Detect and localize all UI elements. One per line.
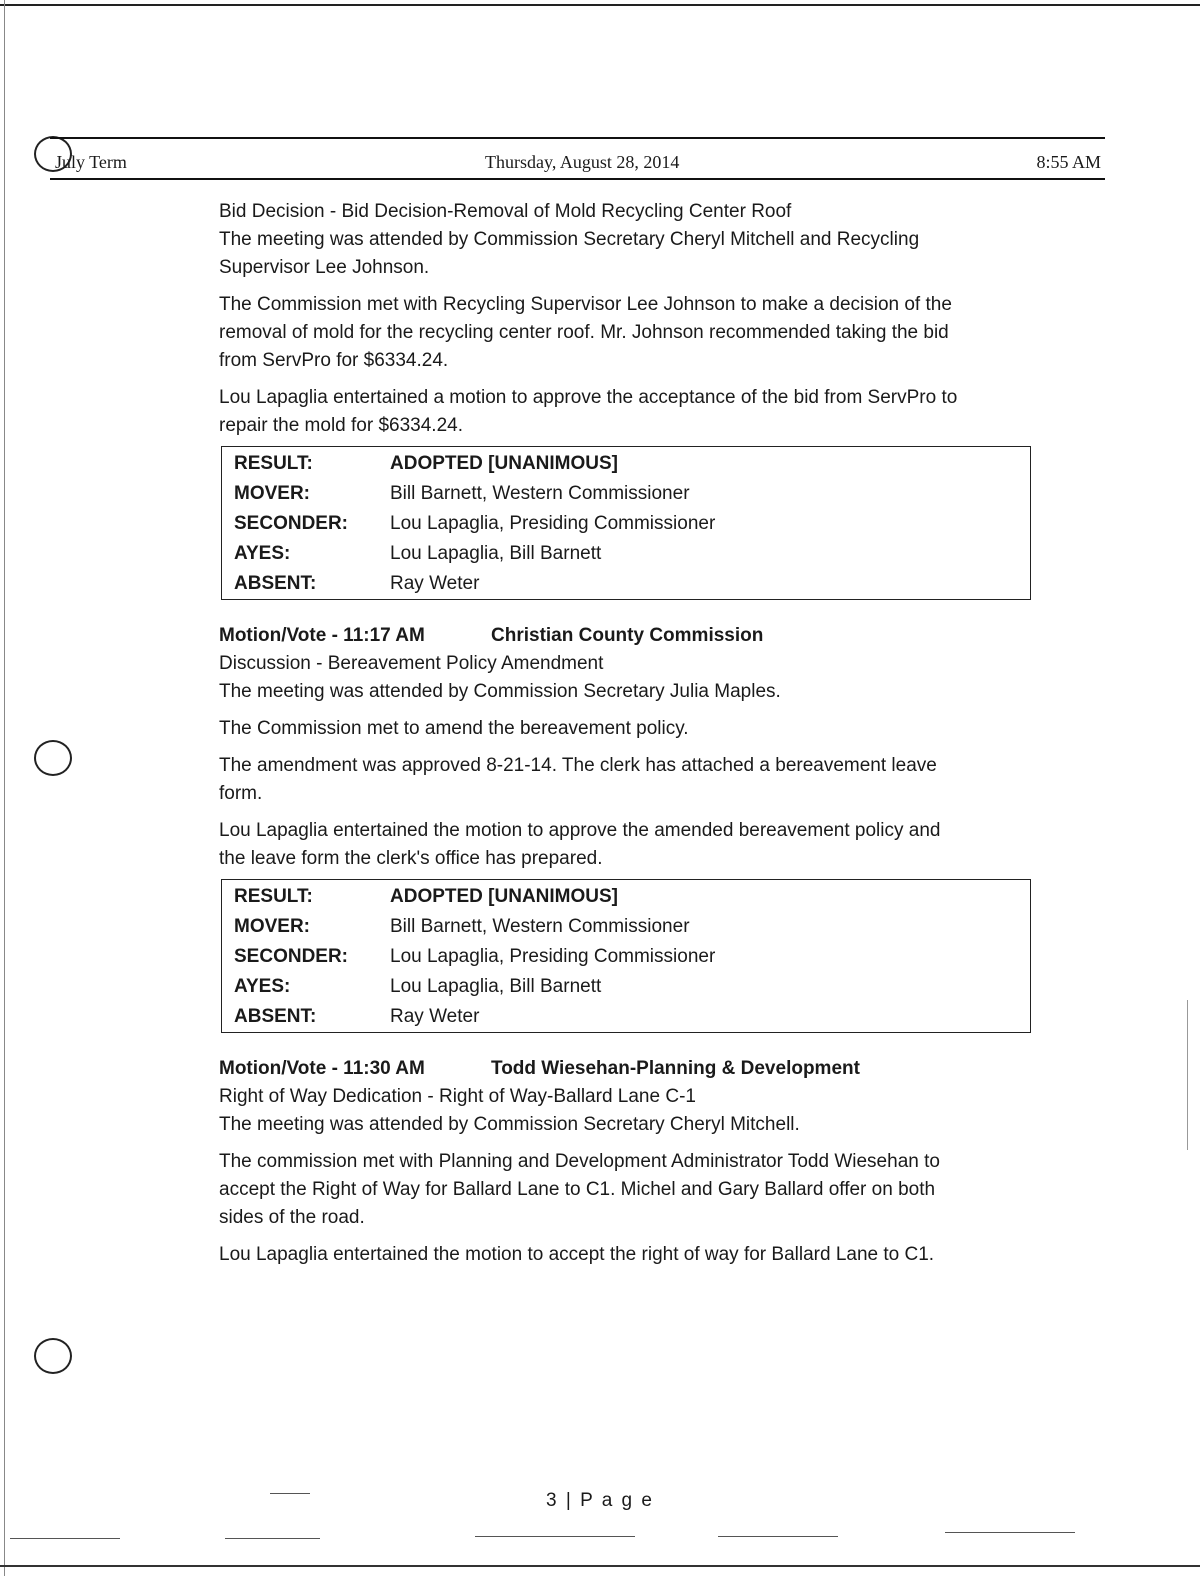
section3-heading [219, 1055, 1039, 1083]
vote-box-2 [221, 879, 1031, 1033]
seconder-value: Lou Lapaglia, Presiding Commissioner [390, 513, 716, 534]
section2-paragraph-2 [219, 752, 1039, 808]
section3-intro [219, 1055, 1039, 1139]
section3-heading-tag: Motion/Vote - 11:30 AM [219, 1058, 425, 1079]
mover-label: MOVER: [234, 483, 310, 504]
page-edge-right [1187, 1000, 1188, 1150]
page-edge-bottom [0, 1565, 1200, 1567]
section2-heading-title: Christian County Commission [491, 625, 764, 646]
header-rule-top [50, 137, 1105, 139]
section2-heading-tag: Motion/Vote - 11:17 AM [219, 625, 425, 646]
seconder-value: Lou Lapaglia, Presiding Commissioner [390, 946, 716, 967]
text-line: sides of the road. [219, 1207, 365, 1228]
punch-hole-middle [34, 740, 72, 776]
section2-attendance: The meeting was attended by Commission Secretary Julia Maples. [219, 681, 781, 702]
section1-attendance: The meeting was attended by Commission Secretary Cheryl Mitchell and Recycling [219, 229, 920, 250]
scan-artifact [270, 1493, 310, 1494]
text-line: Lou Lapaglia entertained the motion to approve the amended bereavement policy and [219, 820, 941, 841]
term-label: July Term [55, 152, 127, 172]
ayes-value: Lou Lapaglia, Bill Barnett [390, 976, 602, 997]
minutes-body [219, 198, 1039, 1278]
text-line: removal of mold for the recycling center roof. Mr. Johnson recommended taking the bid [219, 322, 949, 343]
meeting-time: 8:55 AM [1036, 152, 1101, 172]
section3-item-title: Right of Way Dedication - Right of Way-Ballard Lane C-1 [219, 1086, 696, 1107]
page-edge-left [4, 0, 5, 1576]
text-line: Lou Lapaglia entertained a motion to approve the acceptance of the bid from ServPro to [219, 387, 958, 408]
meeting-date: Thursday, August 28, 2014 [485, 152, 680, 172]
document-header [50, 146, 1105, 182]
section1-paragraph [219, 291, 1039, 375]
text-line: repair the mold for $6334.24. [219, 415, 463, 436]
text-line: the leave form the clerk's office has prepared. [219, 848, 603, 869]
absent-label: ABSENT: [234, 1006, 317, 1027]
section1-motion [219, 384, 1039, 440]
text-line: The amendment was approved 8-21-14. The clerk has attached a bereavement leave [219, 755, 937, 776]
ayes-label: AYES: [234, 543, 291, 564]
vote-box-1 [221, 446, 1031, 600]
ayes-label: AYES: [234, 976, 291, 997]
section3-paragraph [219, 1148, 1039, 1232]
section2-heading [219, 622, 1039, 650]
scan-artifact [475, 1536, 635, 1537]
text-line: accept the Right of Way for Ballard Lane to C1. Michel and Gary Ballard offer on both [219, 1179, 936, 1200]
text-line: from ServPro for $6334.24. [219, 350, 449, 371]
scan-artifact [10, 1538, 120, 1539]
section2-motion [219, 817, 1039, 873]
section1-attendance-cont: Supervisor Lee Johnson. [219, 257, 430, 278]
section2-paragraph-1 [219, 715, 1039, 743]
text-line: The commission met with Planning and Development Administrator Todd Wiesehan to [219, 1151, 940, 1172]
section3-attendance: The meeting was attended by Commission Secretary Cheryl Mitchell. [219, 1114, 800, 1135]
section2-intro [219, 622, 1039, 706]
ayes-value: Lou Lapaglia, Bill Barnett [390, 543, 602, 564]
text-line: Lou Lapaglia entertained the motion to accept the right of way for Ballard Lane to C1. [219, 1244, 935, 1265]
seconder-label: SECONDER: [234, 946, 349, 967]
text-line: The Commission met to amend the bereavement policy. [219, 718, 689, 739]
punch-hole-bottom [34, 1338, 72, 1374]
mover-value: Bill Barnett, Western Commissioner [390, 483, 690, 504]
scan-artifact [718, 1536, 838, 1537]
section1-intro [219, 198, 1039, 282]
scan-artifact [945, 1532, 1075, 1533]
result-label: RESULT: [234, 453, 313, 474]
result-label: RESULT: [234, 886, 313, 907]
text-line: The Commission met with Recycling Supervisor Lee Johnson to make a decision of the [219, 294, 952, 315]
absent-label: ABSENT: [234, 573, 317, 594]
mover-value: Bill Barnett, Western Commissioner [390, 916, 690, 937]
absent-value: Ray Weter [390, 573, 480, 594]
section1-item-title: Bid Decision - Bid Decision-Removal of Mold Recycling Center Roof [219, 201, 792, 222]
header-rule-bottom [50, 178, 1105, 180]
result-value: ADOPTED [UNANIMOUS] [390, 453, 618, 474]
section3-motion [219, 1241, 1039, 1269]
text-line: form. [219, 783, 263, 804]
absent-value: Ray Weter [390, 1006, 480, 1027]
result-value: ADOPTED [UNANIMOUS] [390, 886, 618, 907]
section3-heading-title: Todd Wiesehan-Planning & Development [491, 1058, 860, 1079]
page-edge-top [0, 4, 1200, 6]
scan-artifact [225, 1538, 320, 1539]
mover-label: MOVER: [234, 916, 310, 937]
page-number: 3 | P a g e [546, 1490, 654, 1511]
seconder-label: SECONDER: [234, 513, 349, 534]
section2-item-title: Discussion - Bereavement Policy Amendment [219, 653, 604, 674]
